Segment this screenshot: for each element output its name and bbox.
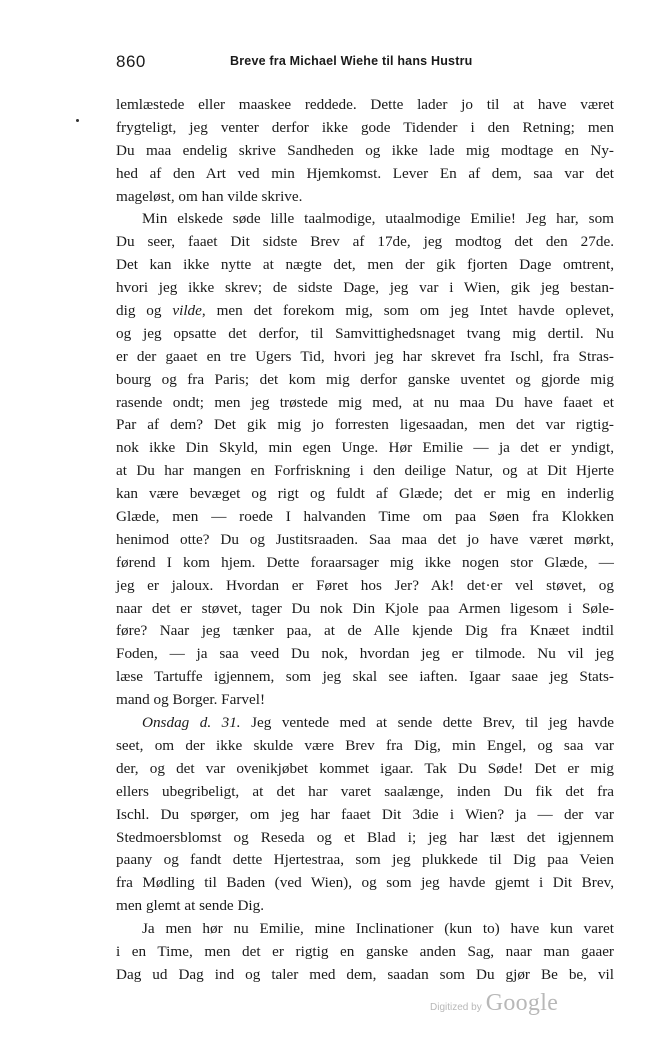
text-line: henimod otte? Du og Justitsraaden. Saa maa det jo have været mørkt, bbox=[116, 530, 614, 548]
text-line: men glemt at sende Dig. bbox=[116, 897, 265, 915]
text-line: læse Tartuffe igjennem, som jeg skal see iaften. Igaar saae jeg Stats- bbox=[116, 668, 614, 686]
text-line: Stedmoersblomst og Reseda og et Blad i; jeg har læst det igjennem bbox=[116, 828, 614, 846]
text-line: førend I kom hjem. Dette foraarsager mig ikke nogen stor Glæde, — bbox=[116, 553, 614, 571]
text-line: jeg er jaloux. Hvordan er Føret hos Jer? Ak! det·er vel støvet, og bbox=[116, 576, 614, 594]
running-head: Breve fra Michael Wiehe til hans Hustru bbox=[230, 54, 473, 68]
text-line: nok ikke Din Skyld, min egen Unge. Hør Emilie — ja det er yndigt, bbox=[116, 439, 614, 457]
text-line: Ja men hør nu Emilie, mine Inclinationer (kun to) have kun varet bbox=[142, 920, 614, 938]
margin-mark bbox=[76, 119, 79, 122]
text-line: frygteligt, jeg venter derfor ikke gode Tidender i den Retning; men bbox=[116, 118, 614, 136]
text-line: Min elskede søde lille taalmodige, utaalmodige Emilie! Jeg har, som bbox=[142, 210, 614, 228]
digitized-by-google-watermark bbox=[430, 990, 558, 1017]
text-line: rasende ondt; men jeg trøstede mig med, at nu maa Du have faaet et bbox=[116, 393, 614, 411]
text-line: naar det er støvet, tager Du nok Din Kjole paa Armen ligesom i Søle- bbox=[116, 599, 614, 617]
text-line: lemlæstede eller maaskee reddede. Dette lader jo til at have været bbox=[116, 96, 614, 113]
text-line: føre? Naar jeg tænker paa, at de Alle kjende Dig fra Knæet indtil bbox=[116, 622, 614, 640]
page-header bbox=[116, 52, 526, 76]
text-line: Du maa endelig skrive Sandheden og ikke lade mig modtage en Ny- bbox=[116, 141, 614, 159]
text-line: er der gaaet en tre Ugers Tid, hvori jeg har skrevet fra Ischl, fra Stras- bbox=[116, 347, 614, 365]
watermark-digitized-label: Digitized by bbox=[430, 1002, 482, 1013]
text-line: mand og Borger. Farvel! bbox=[116, 691, 266, 709]
body-text bbox=[116, 94, 614, 987]
text-line: Det kan ikke nytte at nægte det, men der gik fjorten Dage omtrent, bbox=[116, 256, 614, 274]
text-line: Foden, — ja saa veed Du nok, hvordan jeg er tilmode. Nu vil jeg bbox=[116, 645, 614, 663]
text-line: hvori jeg ikke skrev; de sidste Dage, jeg var i Wien, gik jeg bestan- bbox=[116, 279, 614, 297]
text-line: Glæde, men — roede I halvanden Time om paa Søen fra Klokken bbox=[116, 508, 614, 526]
text-line: og jeg opsatte det derfor, til Samvittighedsnaget tvang mig dertil. Nu bbox=[116, 324, 614, 342]
text-line: Du seer, faaet Dit sidste Brev af 17de, jeg modtog det den 27de. bbox=[116, 233, 614, 251]
text-line: ellers ubegribeligt, at det har varet saalænge, inden Du fik det fra bbox=[116, 782, 614, 800]
text-line: kan være bevæget og rigt og fuldt af Glæde; det er mig en inderlig bbox=[116, 485, 614, 503]
text-line: dig og vilde, men det forekom mig, som om jeg Intet havde oplevet, bbox=[116, 302, 614, 320]
text-line: Dag ud Dag ind og taler med dem, saadan som Du gjør Be be, vil bbox=[116, 965, 614, 983]
text-line: mageløst, om han vilde skrive. bbox=[116, 187, 303, 205]
text-line: Onsdag d. 31. Jeg ventede med at sende dette Brev, til jeg havde bbox=[142, 714, 614, 732]
watermark-google-logo: Google bbox=[485, 990, 559, 1016]
text-line: paany og fandt dette Hjertestraa, som jeg plukkede til Dig paa Veien bbox=[116, 851, 614, 869]
text-line: seet, om der ikke skulde være Brev fra Dig, min Engel, og saa var bbox=[116, 736, 614, 754]
text-line: at Du har mangen en Forfriskning i den deilige Natur, og at Dit Hjerte bbox=[116, 462, 614, 480]
page-number: 860 bbox=[116, 52, 146, 71]
text-line: i en Time, men det er rigtig en ganske anden Sag, naar man gaaer bbox=[116, 942, 614, 960]
text-line: der, og det var ovenikjøbet kommet igaar. Tak Du Søde! Det er mig bbox=[116, 759, 614, 777]
text-line: bourg og fra Paris; det kom mig derfor ganske uventet og gjorde mig bbox=[116, 370, 614, 388]
text-line: Ischl. Du spørger, om jeg har faaet Dit 3die i Wien? ja — der var bbox=[116, 805, 614, 823]
text-line: Par af dem? Det gik mig jo forresten ligesaadan, men det var rigtig- bbox=[116, 416, 614, 434]
text-line: hed af den Art ved min Hjemkomst. Lever En af dem, saa var det bbox=[116, 164, 614, 182]
text-line: fra Mødling til Baden (ved Wien), og som jeg havde gjemt i Dit Brev, bbox=[116, 874, 614, 892]
